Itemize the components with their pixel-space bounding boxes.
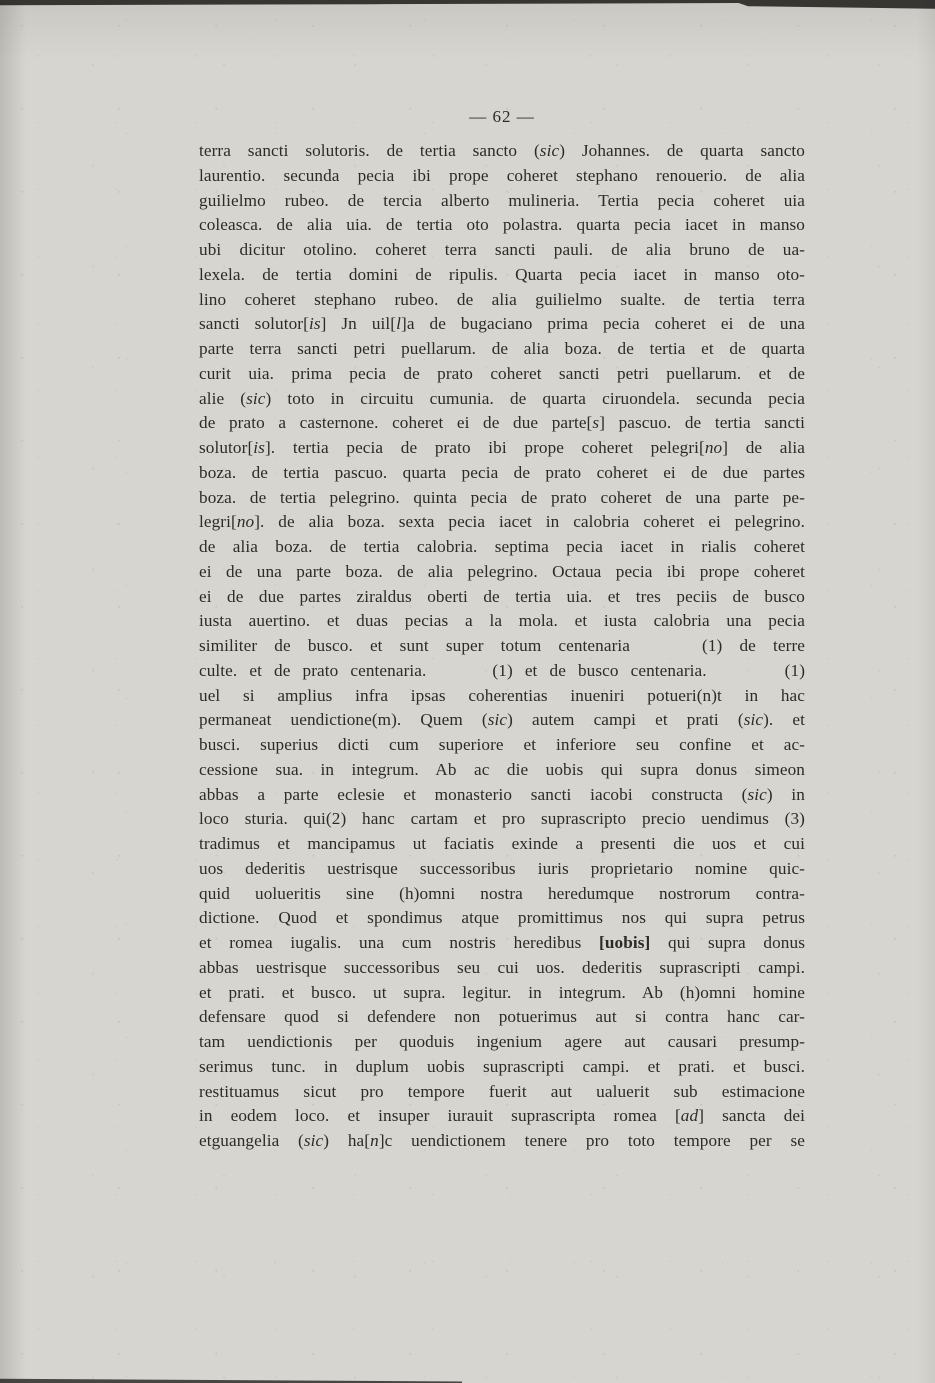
- text-segment: busci. superius dicti cum superiore et inferiore seu confine et ac-: [199, 735, 805, 754]
- text-segment: legri[: [199, 512, 237, 532]
- text-segment: ). et: [763, 710, 806, 730]
- text-segment: [uobis]: [599, 933, 651, 952]
- text-segment: l: [396, 314, 402, 334]
- text-segment: is: [253, 438, 265, 457]
- text-segment: lexela. de tertia domini de ripulis. Quarta pecia iacet in manso oto-: [199, 264, 805, 284]
- text-line: [199, 585, 805, 610]
- text-segment: terra sancti solutoris. de tertia sancto (: [199, 141, 540, 160]
- text-line: [199, 758, 805, 783]
- text-line: [199, 362, 805, 387]
- text-line: [199, 312, 805, 337]
- text-segment: parte terra sancti petri puellarum. de alia boza. de tertia et de quarta: [199, 339, 805, 358]
- text-segment: serimus tunc. in duplum uobis suprascripti campi. et prati. et busci.: [199, 1056, 805, 1076]
- text-line: [199, 783, 805, 808]
- text-line: [199, 1080, 805, 1105]
- text-segment: qui supra donus: [650, 933, 805, 952]
- text-segment: ] de alia: [722, 438, 805, 457]
- text-line: [199, 832, 805, 857]
- text-line: [199, 1129, 805, 1154]
- text-line: [199, 560, 805, 585]
- text-line: [199, 906, 805, 931]
- text-line: [199, 337, 805, 362]
- text-segment: ]c uendictionem tenere pro toto tempore per se: [378, 1131, 805, 1150]
- text-line: [199, 510, 805, 535]
- text-segment: sic: [246, 388, 266, 408]
- text-segment: laurentio. secunda pecia ibi prope coheret stephano renouerio. de alia: [199, 165, 805, 185]
- text-line: [199, 461, 805, 486]
- text-segment: ]. de alia boza. sexta pecia iacet in calobria coheret ei pelegrino.: [254, 512, 805, 532]
- text-segment: culte. et de prato centenaria.: [199, 660, 427, 680]
- text-segment: is: [308, 314, 321, 334]
- text-line: [199, 733, 805, 758]
- text-line: [199, 882, 805, 907]
- text-segment: ) autem campi et prati (: [507, 710, 744, 730]
- text-segment: sic: [747, 784, 767, 804]
- text-segment: guilielmo rubeo. de tercia alberto mulineria. Tertia pecia coheret uia: [199, 190, 805, 210]
- text-segment: loco sturia. qui(2) hanc cartam et pro suprascripto precio uendimus (3): [199, 809, 805, 829]
- text-segment: ]. tertia pecia de prato ibi prope coheret pelegri[: [264, 438, 705, 457]
- text-segment: ei de due partes ziraldus oberti de tertia uia. et tres peciis de busco: [199, 586, 805, 606]
- text-segment: uel si amplius infra ipsas coherentias inueniri potueri(n)t in hac: [199, 685, 805, 705]
- text-line: [199, 609, 805, 634]
- text-segment: dictione. Quod et spondimus atque promittimus nos qui supra petrus: [199, 908, 805, 928]
- text-line: [199, 535, 805, 560]
- text-segment: quid uolueritis sine (h)omni nostra heredumque nostrorum contra-: [199, 883, 805, 903]
- text-segment: restituamus sicut pro tempore fuerit aut ualuerit sub estimacione: [199, 1081, 805, 1101]
- text-line: [199, 1055, 805, 1080]
- text-line: [199, 708, 805, 733]
- text-segment: permaneat uendictione(m). Quem (: [199, 710, 488, 730]
- blank-space: [630, 650, 702, 651]
- text-line: [199, 981, 805, 1006]
- text-line: [199, 139, 805, 164]
- text-segment: tam uendictionis per quoduis ingenium agere aut causari presump-: [199, 1032, 805, 1051]
- text-segment: de prato a casternone. coheret ei de due parte[: [199, 413, 593, 433]
- text-segment: sancti solutor[: [199, 314, 309, 334]
- text-segment: boza. de tertia pascuo. quarta pecia de prato coheret ei de due partes: [199, 462, 805, 482]
- text-segment: n: [370, 1131, 379, 1150]
- text-segment: curit uia. prima pecia de prato coheret sancti petri puellarum. et de: [199, 363, 805, 383]
- text-segment: ] Jn uil[: [320, 314, 397, 334]
- text-line: [199, 263, 805, 288]
- text-segment: etguangelia (: [199, 1131, 304, 1150]
- blank-space: [426, 675, 492, 676]
- text-segment: similiter de busco. et sunt super totum centenaria: [199, 636, 631, 655]
- text-segment: ) ha[: [323, 1131, 371, 1150]
- text-line: [199, 288, 805, 313]
- scan-edge-artifact-bottom: [0, 1378, 462, 1383]
- text-line: [199, 213, 805, 238]
- text-segment: s: [592, 413, 600, 433]
- text-segment: ] sancta dei: [698, 1106, 805, 1126]
- text-segment: solutor[: [199, 438, 254, 457]
- text-segment: de alia boza. de tertia calobria. septima pecia iacet in rialis coheret: [199, 537, 805, 556]
- text-line: [199, 1104, 805, 1129]
- text-segment: lino coheret stephano rubeo. de alia guilielmo sualte. de tertia terra: [199, 289, 805, 309]
- text-line: [199, 238, 805, 263]
- text-segment: abbas a parte eclesie et monasterio sancti iacobi constructa (: [199, 784, 748, 804]
- text-segment: cessione sua. in integrum. Ab ac die uobis qui supra donus simeon: [199, 759, 805, 779]
- text-segment: ) in: [766, 784, 805, 804]
- text-segment: ) Johannes. de quarta sancto: [559, 141, 805, 160]
- text-line: [199, 659, 805, 684]
- text-segment: no: [704, 438, 723, 457]
- text-segment: et romea iugalis. una cum nostris heredibus: [199, 933, 600, 952]
- text-segment: coleasca. de alia uia. de tertia oto polastra. quarta pecia iacet in manso: [199, 215, 805, 235]
- text-segment: in eodem loco. et insuper iurauit suprascripta romea [: [199, 1106, 681, 1126]
- text-line: [199, 807, 805, 832]
- text-line: [199, 931, 805, 956]
- text-line: [199, 634, 805, 659]
- text-line: [199, 956, 805, 981]
- text-segment: sic: [487, 710, 508, 730]
- text-line: [199, 486, 805, 511]
- text-segment: et prati. et busco. ut supra. legitur. in integrum. Ab (h)omni homine: [199, 982, 805, 1002]
- text-segment: sic: [303, 1131, 324, 1150]
- text-segment: (1): [784, 660, 806, 680]
- page-number: — 62 —: [469, 107, 535, 126]
- text-line: [199, 387, 805, 412]
- text-segment: (1) et de busco centenaria.: [492, 660, 707, 680]
- text-segment: abbas uestrisque successoribus seu cui uos. dederitis suprascripti campi.: [199, 957, 805, 977]
- text-segment: ad: [680, 1106, 699, 1126]
- text-segment: defensare quod si defendere non potuerimus aut si contra hanc car-: [199, 1007, 805, 1027]
- text-segment: tradimus et mancipamus ut faciatis exinde a presenti die uos et cui: [199, 834, 805, 853]
- text-line: [199, 684, 805, 709]
- text-segment: no: [236, 512, 255, 532]
- text-segment: sic: [539, 141, 560, 160]
- blank-space: [707, 675, 785, 676]
- scan-edge-artifact-top: [0, 0, 935, 10]
- text-line: [199, 436, 805, 461]
- text-segment: ubi dicitur otolino. coheret terra sancti pauli. de alia bruno de ua-: [199, 240, 805, 259]
- text-line: [199, 164, 805, 189]
- text-line: [199, 1005, 805, 1030]
- text-segment: boza. de tertia pelegrino. quinta pecia de prato coheret de una parte pe-: [199, 487, 805, 507]
- text-segment: ) toto in circuitu cumunia. de quarta ciruondela. secunda pecia: [265, 388, 805, 408]
- text-line: [199, 1030, 805, 1055]
- text-block: [199, 139, 805, 1154]
- text-segment: (1) de terre: [702, 636, 805, 655]
- text-line: [199, 857, 805, 882]
- text-segment: iusta auertino. et duas pecias a la mola. et iusta calobria una pecia: [199, 611, 805, 631]
- text-line: [199, 411, 805, 436]
- text-line: [199, 189, 805, 214]
- text-segment: sic: [743, 710, 764, 730]
- text-segment: uos dederitis uestrisque successoribus iuris proprietario nomine quic-: [199, 858, 805, 878]
- text-segment: ] pascuo. de tertia sancti: [599, 413, 805, 433]
- text-segment: alie (: [199, 388, 247, 408]
- text-segment: ]a de bugaciano prima pecia coheret ei de una: [401, 314, 805, 334]
- text-segment: ei de una parte boza. de alia pelegrino. Octaua pecia ibi prope coheret: [199, 561, 805, 581]
